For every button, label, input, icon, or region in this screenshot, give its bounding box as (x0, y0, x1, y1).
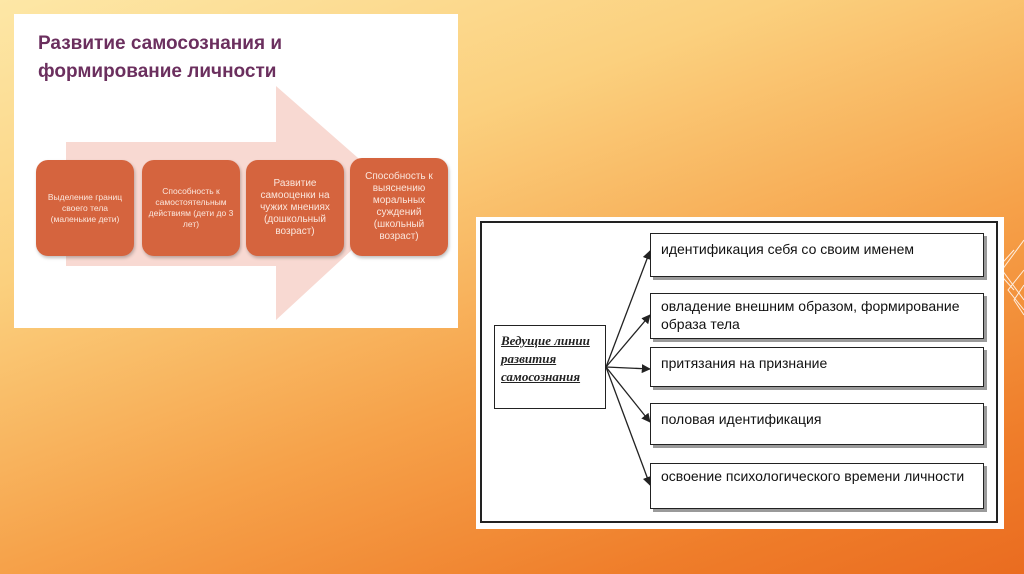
line-item-label: овладение внешним образом, формирование образа тела (661, 298, 960, 332)
lead-lines-label: Ведущие линии развития самосознания (501, 333, 590, 384)
line-item-label: освоение психологического времени личности (661, 468, 965, 484)
development-lines-panel (476, 217, 1004, 529)
line-item-1 (650, 233, 984, 277)
stage-box-2 (142, 160, 240, 256)
stage-label-2: Способность к самостоятельным действиям (дети до 3 лет) (148, 186, 234, 229)
stage-label-1: Выделение границ своего тела (маленькие дети) (47, 191, 123, 224)
stage-box-4 (350, 158, 448, 256)
stage-label-3: Развитие самооценки на чужих мнениях (дошкольный возраст) (260, 178, 330, 237)
lead-lines-box (494, 325, 606, 409)
self-awareness-stages-panel (14, 14, 458, 328)
line-item-5 (650, 463, 984, 509)
line-item-3 (650, 347, 984, 387)
line-item-label: идентификация себя со своим именем (661, 241, 915, 257)
line-item-4 (650, 403, 984, 445)
line-item-label: притязания на признание (661, 355, 828, 371)
stage-box-3 (246, 160, 344, 256)
stage-box-1 (36, 160, 134, 256)
line-item-label: половая идентификация (661, 411, 822, 427)
stage-label-4: Способность к выяснению моральных суждений (школьный возраст) (365, 171, 433, 242)
line-item-2 (650, 293, 984, 339)
panel-title: Развитие самосознания и формирование личности (38, 33, 282, 82)
